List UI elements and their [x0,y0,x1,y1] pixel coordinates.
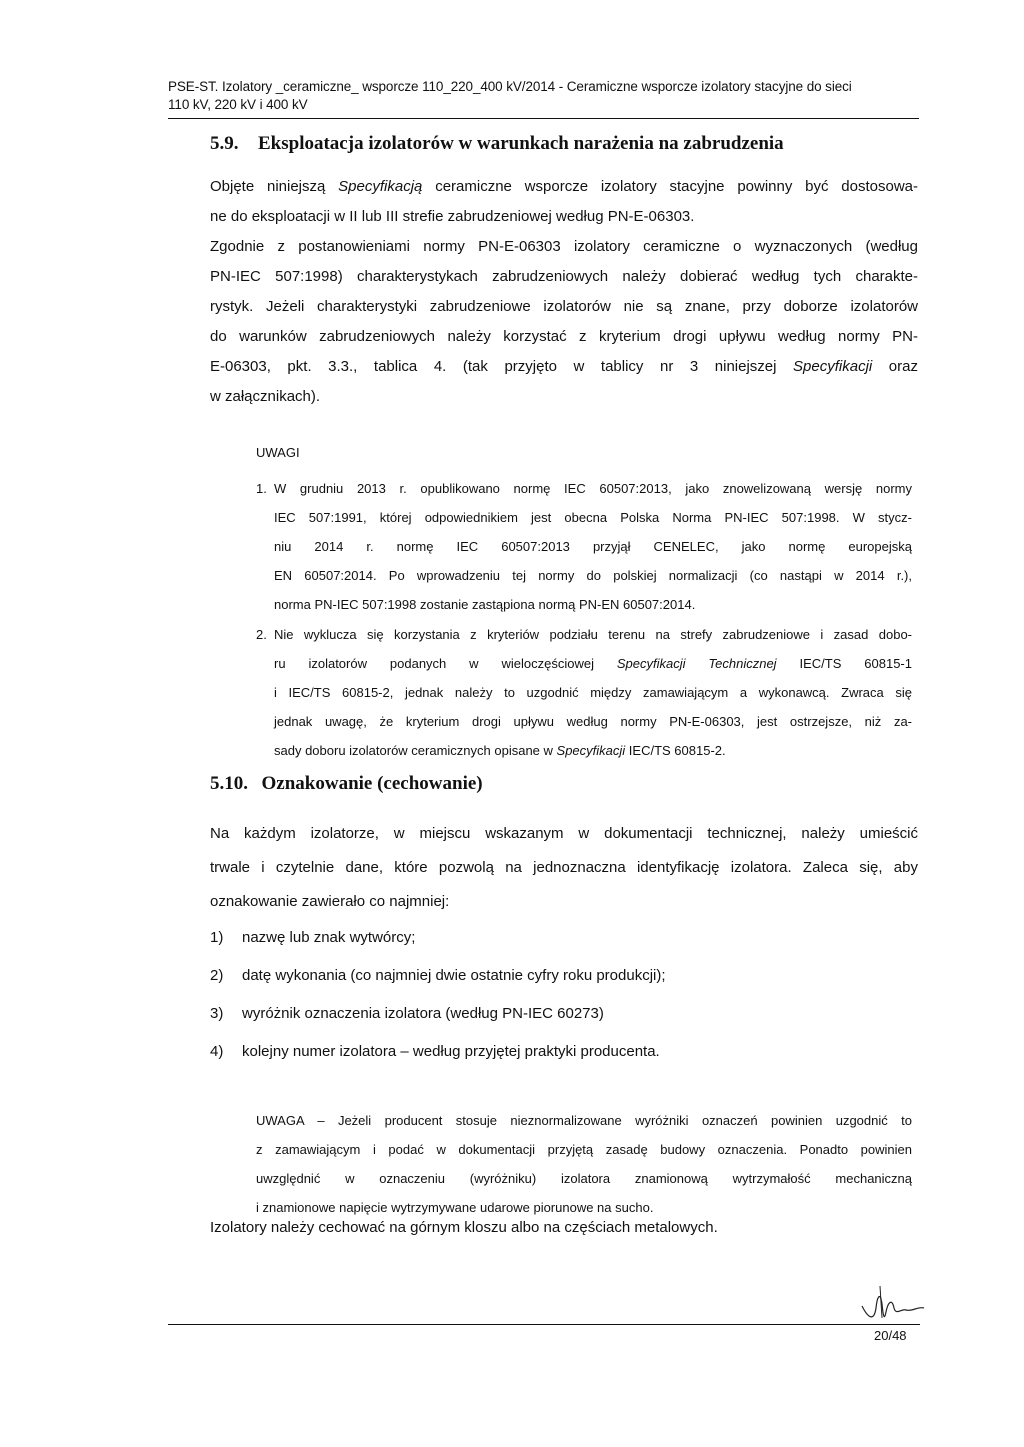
list-item: 1) nazwę lub znak wytwórcy; [210,929,416,946]
text-line: norma PN-IEC 507:1998 zostanie zastąpiona normą PN-EN 60507:2014. [274,597,696,612]
notes-label: UWAGI [256,445,300,460]
note-2-number: 2. [256,627,267,642]
list-item: 2) datę wykonania (co najmniej dwie ostatnie cyfry roku produkcji); [210,967,666,984]
text-line: UWAGA – Jeżeli producent stosuje nieznormalizowane wyróżniki oznaczeń powinien uzgodnić to [256,1113,912,1128]
page-number: 20/48 [874,1328,907,1343]
text-line: i znamionowe napięcie wytrzymywane udarowe piorunowe na sucho. [256,1200,654,1215]
text-line: oznakowanie zawierało co najmniej: [210,893,450,910]
text-line: jednak uwagę, że kryterium drogi upływu według normy PN-E-06303, jest ostrzejsze, niż za- [274,714,912,729]
note-1 [274,474,912,619]
running-header-line-1: PSE-ST. Izolatory _ceramiczne_ wsporcze 110_220_400 kV/2014 - Ceramiczne wsporcze izolatory stacyjne do sieci [168,79,852,94]
text-line: niu 2014 r. normę IEC 60507:2013 przyjął CENELEC, jako normę europejską [274,539,912,554]
footer-rule [168,1324,920,1325]
text-line: Na każdym izolatorze, w miejscu wskazanym w dokumentacji technicznej, należy umieścić [210,825,918,842]
section-number: 5.10. [210,773,248,794]
text-line: E-06303, pkt. 3.3., tablica 4. (tak przyjęto w tablicy nr 3 niniejszej Specyfikacji oraz [210,358,918,375]
text-line: z zamawiającym i podać w dokumentacji przyjętą zasadę budowy oznaczenia. Ponadto powinien [256,1142,912,1157]
paragraph-norm-reference [210,232,918,412]
list-item: 4) kolejny numer izolatora – według przyjętej praktyki producenta. [210,1043,660,1060]
section-title: Eksploatacja izolatorów w warunkach narażenia na zabrudzenia [258,133,784,154]
text-line: Nie wyklucza się korzystania z kryteriów podziału terenu na strefy zabrudzeniowe i zasad dobo- [274,627,912,642]
text-line: ru izolatorów podanych w wieloczęściowej Specyfikacji Technicznej IEC/TS 60815-1 [274,656,912,671]
text-line: W grudniu 2013 r. opublikowano normę IEC 60507:2013, jako znowelizowaną wersję normy [274,481,912,496]
section-title: Oznakowanie (cechowanie) [261,773,483,794]
text-line: do warunków zabrudzeniowych należy korzystać z kryterium drogi upływu według normy PN- [210,328,918,345]
running-header [168,78,928,114]
text-line: rystyk. Jeżeli charakterystyki zabrudzeniowe izolatorów nie są znane, przy doborze izolatorów [210,298,918,315]
note-1-number: 1. [256,481,267,496]
marking-list [210,919,918,1071]
text-line: PN-IEC 507:1998) charakterystykach zabrudzeniowych należy dobierać według tych charakte- [210,268,918,285]
text-line: EN 60507:2014. Po wprowadzeniu tej normy do polskiej normalizacji (co nastąpi w 2014 r.), [274,568,912,583]
text-line: ne do eksploatacji w II lub III strefie zabrudzeniowej według PN-E-06303. [210,208,695,225]
text-line: trwale i czytelnie dane, które pozwolą na jednoznaczna identyfikację izolatora. Zaleca się, aby [210,859,918,876]
paragraph-scope [210,172,918,232]
text-line: IEC 507:1991, której odpowiednikiem jest obecna Polska Norma PN-IEC 507:1998. W stycz- [274,510,912,525]
note-marking [256,1106,912,1222]
section-5-9-heading [210,133,784,155]
text-line: Zgodnie z postanowieniami normy PN-E-06303 izolatory ceramiczne o wyznaczonych (według [210,238,918,255]
text-line: Objęte niniejszą Specyfikacją ceramiczne wsporcze izolatory stacyjne powinny być dostosowa- [210,178,918,195]
text-line: sady doboru izolatorów ceramicznych opisane w Specyfikacji IEC/TS 60815-2. [274,743,726,758]
paragraph-marking [210,817,918,919]
signature-mark [858,1278,928,1328]
running-header-line-2: 110 kV, 220 kV i 400 kV [168,97,308,112]
section-number: 5.9. [210,133,239,154]
text-line: i IEC/TS 60815-2, jednak należy to uzgodnić między zamawiającym a wykonawcą. Zwraca się [274,685,912,700]
header-rule [168,118,919,119]
section-5-10-heading [210,773,483,795]
closing-sentence: Izolatory należy cechować na górnym kloszu albo na częściach metalowych. [210,1219,718,1236]
text-line: uwzględnić w oznaczeniu (wyróżniku) izolatora znamionową wytrzymałość mechaniczną [256,1171,912,1186]
text-line: w załącznikach). [210,388,321,405]
note-2 [274,620,912,765]
list-item: 3) wyróżnik oznaczenia izolatora (według PN-IEC 60273) [210,1005,604,1022]
